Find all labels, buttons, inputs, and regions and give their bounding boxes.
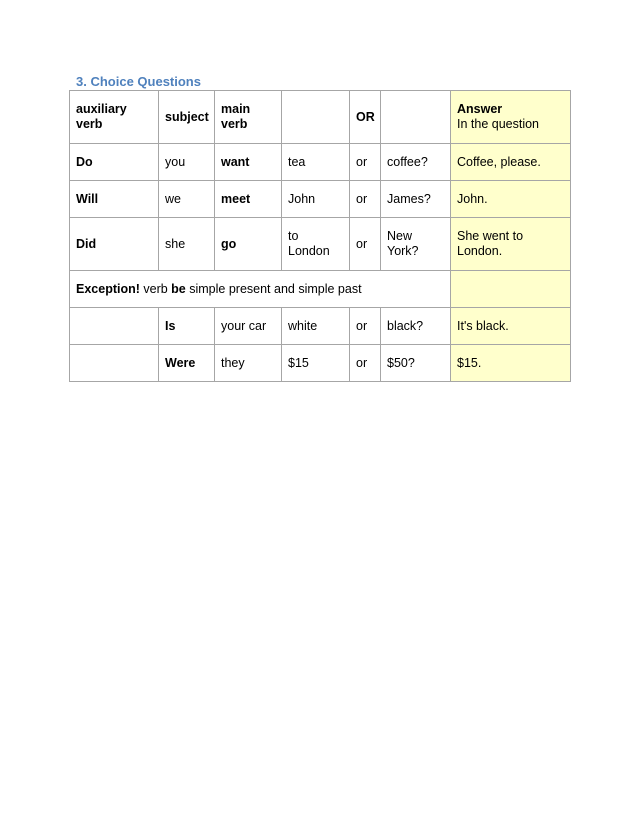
or-cell: or	[350, 218, 381, 271]
be-verb-cell: Is	[159, 308, 215, 345]
or-cell: or	[350, 345, 381, 382]
subject-cell: she	[159, 218, 215, 271]
subject-cell: you	[159, 144, 215, 181]
choice-questions-table	[69, 90, 571, 382]
or-cell: or	[350, 308, 381, 345]
aux-cell: Did	[70, 218, 159, 271]
subject-cell: they	[215, 345, 282, 382]
subject-cell: your car	[215, 308, 282, 345]
header-auxiliary-verb: auxiliary verb	[70, 91, 159, 144]
verb-cell: go	[215, 218, 282, 271]
option-b-cell: $50?	[381, 345, 451, 382]
table-row	[70, 308, 571, 345]
header-empty-a	[282, 91, 350, 144]
be-verb-cell: Were	[159, 345, 215, 382]
option-b-cell: James?	[381, 181, 451, 218]
header-main-verb: main verb	[215, 91, 282, 144]
answer-cell: $15.	[451, 345, 571, 382]
answer-cell: John.	[451, 181, 571, 218]
exception-answer-empty	[451, 271, 571, 308]
option-a-cell: John	[282, 181, 350, 218]
answer-cell: Coffee, please.	[451, 144, 571, 181]
table-row	[70, 345, 571, 382]
answer-cell: She went to London.	[451, 218, 571, 271]
verb-cell: meet	[215, 181, 282, 218]
header-subject: subject	[159, 91, 215, 144]
header-empty-b	[381, 91, 451, 144]
header-row	[70, 91, 571, 144]
option-b-cell: black?	[381, 308, 451, 345]
header-answer: Answer In the question	[451, 91, 571, 144]
option-a-cell: $15	[282, 345, 350, 382]
exception-row	[70, 271, 571, 308]
header-or: OR	[350, 91, 381, 144]
table-row	[70, 144, 571, 181]
section-heading: 3. Choice Questions	[76, 74, 201, 89]
subject-cell: we	[159, 181, 215, 218]
exception-note: Exception! verb be simple present and simple past	[70, 271, 451, 308]
option-b-cell: coffee?	[381, 144, 451, 181]
aux-cell-empty	[70, 345, 159, 382]
aux-cell-empty	[70, 308, 159, 345]
option-a-cell: to London	[282, 218, 350, 271]
table-row	[70, 181, 571, 218]
option-a-cell: tea	[282, 144, 350, 181]
option-b-cell: New York?	[381, 218, 451, 271]
aux-cell: Will	[70, 181, 159, 218]
option-a-cell: white	[282, 308, 350, 345]
answer-cell: It's black.	[451, 308, 571, 345]
aux-cell: Do	[70, 144, 159, 181]
table-row	[70, 218, 571, 271]
or-cell: or	[350, 144, 381, 181]
or-cell: or	[350, 181, 381, 218]
verb-cell: want	[215, 144, 282, 181]
